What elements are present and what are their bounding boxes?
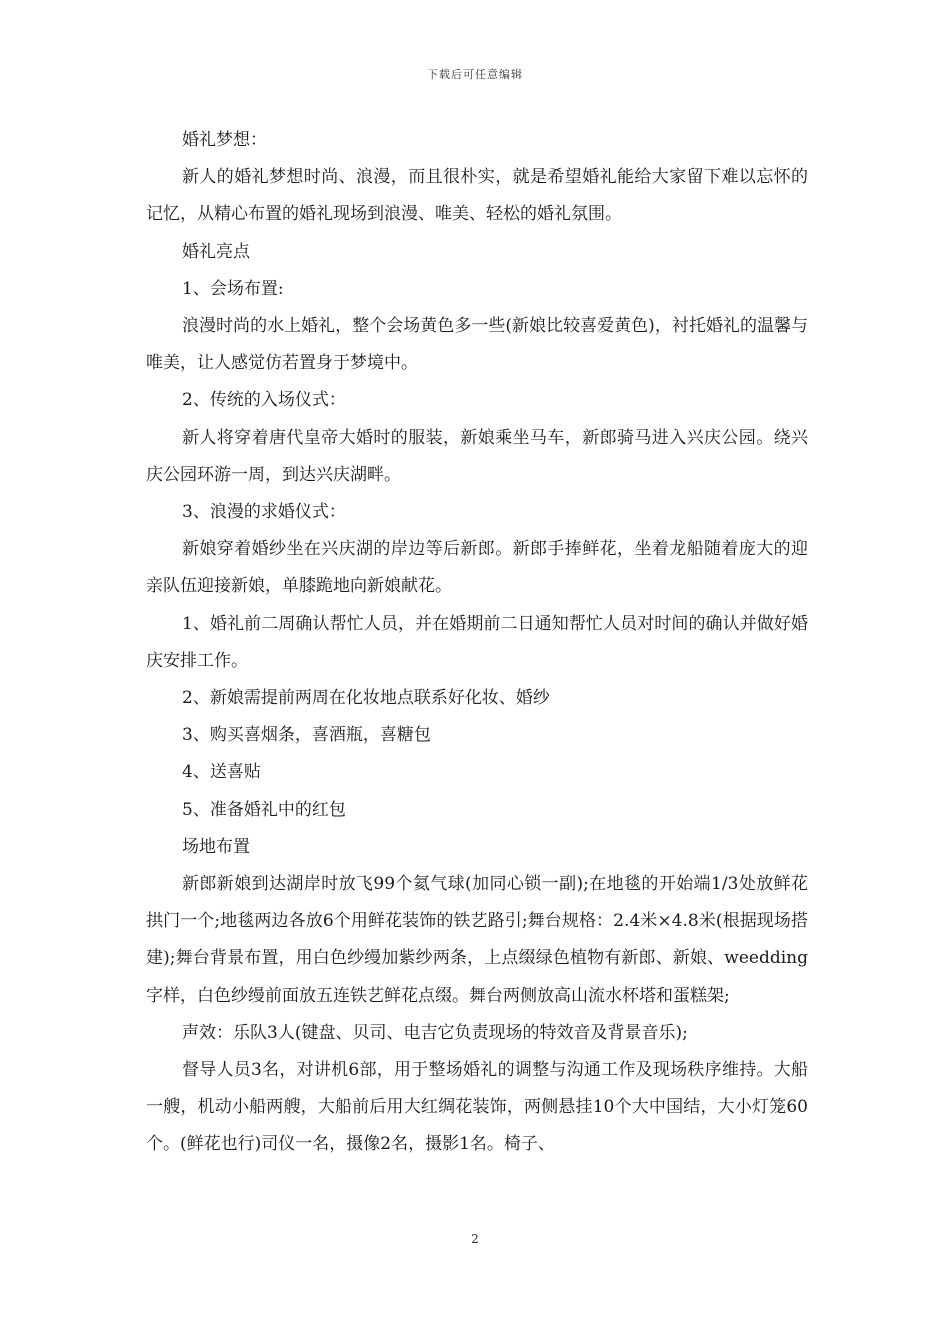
paragraph-staff: 督导人员3名，对讲机6部，用于整场婚礼的调整与沟通工作及现场秩序维持。大船一艘，机动小船两艘，大船前后用大红绸花装饰，两侧悬挂10个大中国结，大小灯笼60个。(鲜花也行)司仪一名，摄像2名，摄影1名。椅子、 (146, 1060, 808, 1155)
paragraph-venue-layout: 浪漫时尚的水上婚礼，整个会场黄色多一些(新娘比较喜爱黄色)，衬托婚礼的温馨与唯美，让人感觉仿若置身于梦境中。 (146, 316, 808, 374)
list-item-confirm-helpers: 1、婚礼前二周确认帮忙人员，并在婚期前二日通知帮忙人员对时间的确认并做好婚庆安排工作。 (146, 613, 808, 671)
heading-entrance-ceremony: 2、传统的入场仪式： (182, 390, 346, 411)
heading-wedding-dream: 婚礼梦想： (182, 130, 267, 150)
heading-venue-layout: 1、会场布置: (182, 278, 284, 299)
list-item-purchase: 3、购买喜烟条，喜酒瓶，喜糖包 (182, 725, 431, 746)
heading-proposal-ceremony: 3、浪漫的求婚仪式： (182, 502, 346, 523)
paragraph-proposal-ceremony: 新娘穿着婚纱坐在兴庆湖的岸边等后新郎。新郎手捧鲜花，坐着龙船随着庞大的迎亲队伍迎接新娘，单膝跪地向新娘献花。 (146, 539, 808, 597)
heading-wedding-highlights: 婚礼亮点 (182, 241, 250, 262)
list-item-invitations: 4、送喜贴 (182, 762, 261, 783)
list-item-red-envelopes: 5、准备婚礼中的红包 (182, 799, 346, 820)
paragraph-sound: 声效：乐队3人(键盘、贝司、电吉它负责现场的特效音及背景音乐); (182, 1022, 688, 1043)
page-number: 2 (471, 1232, 479, 1246)
page-header-note: 下载后可任意编辑 (427, 68, 523, 81)
paragraph-site-setup: 新郎新娘到达湖岸时放飞99个氦气球(加同心锁一副);在地毯的开始端1/3处放鲜花拱门一个;地毯两边各放6个用鲜花装饰的铁艺路引;舞台规格：2.4米×4.8米(根据现场搭建);舞台背景布置，用白色纱缦加紫纱两条，上点缀绿色植物有新郎、新娘、weedding字样，白色纱缦前面放五连铁艺鲜花点缀。舞台两侧放高山流水杯塔和蛋糕架; (146, 874, 808, 1006)
document-body (146, 122, 808, 1164)
list-item-makeup: 2、新娘需提前两周在化妆地点联系好化妆、婚纱 (182, 688, 550, 709)
paragraph-wedding-dream: 新人的婚礼梦想时尚、浪漫，而且很朴实，就是希望婚礼能给大家留下难以忘怀的记忆，从精心布置的婚礼现场到浪漫、唯美、轻松的婚礼氛围。 (146, 167, 808, 225)
paragraph-entrance-ceremony: 新人将穿着唐代皇帝大婚时的服装，新娘乘坐马车，新郎骑马进入兴庆公园。绕兴庆公园环游一周，到达兴庆湖畔。 (146, 427, 808, 485)
heading-site-setup: 场地布置 (182, 836, 250, 857)
